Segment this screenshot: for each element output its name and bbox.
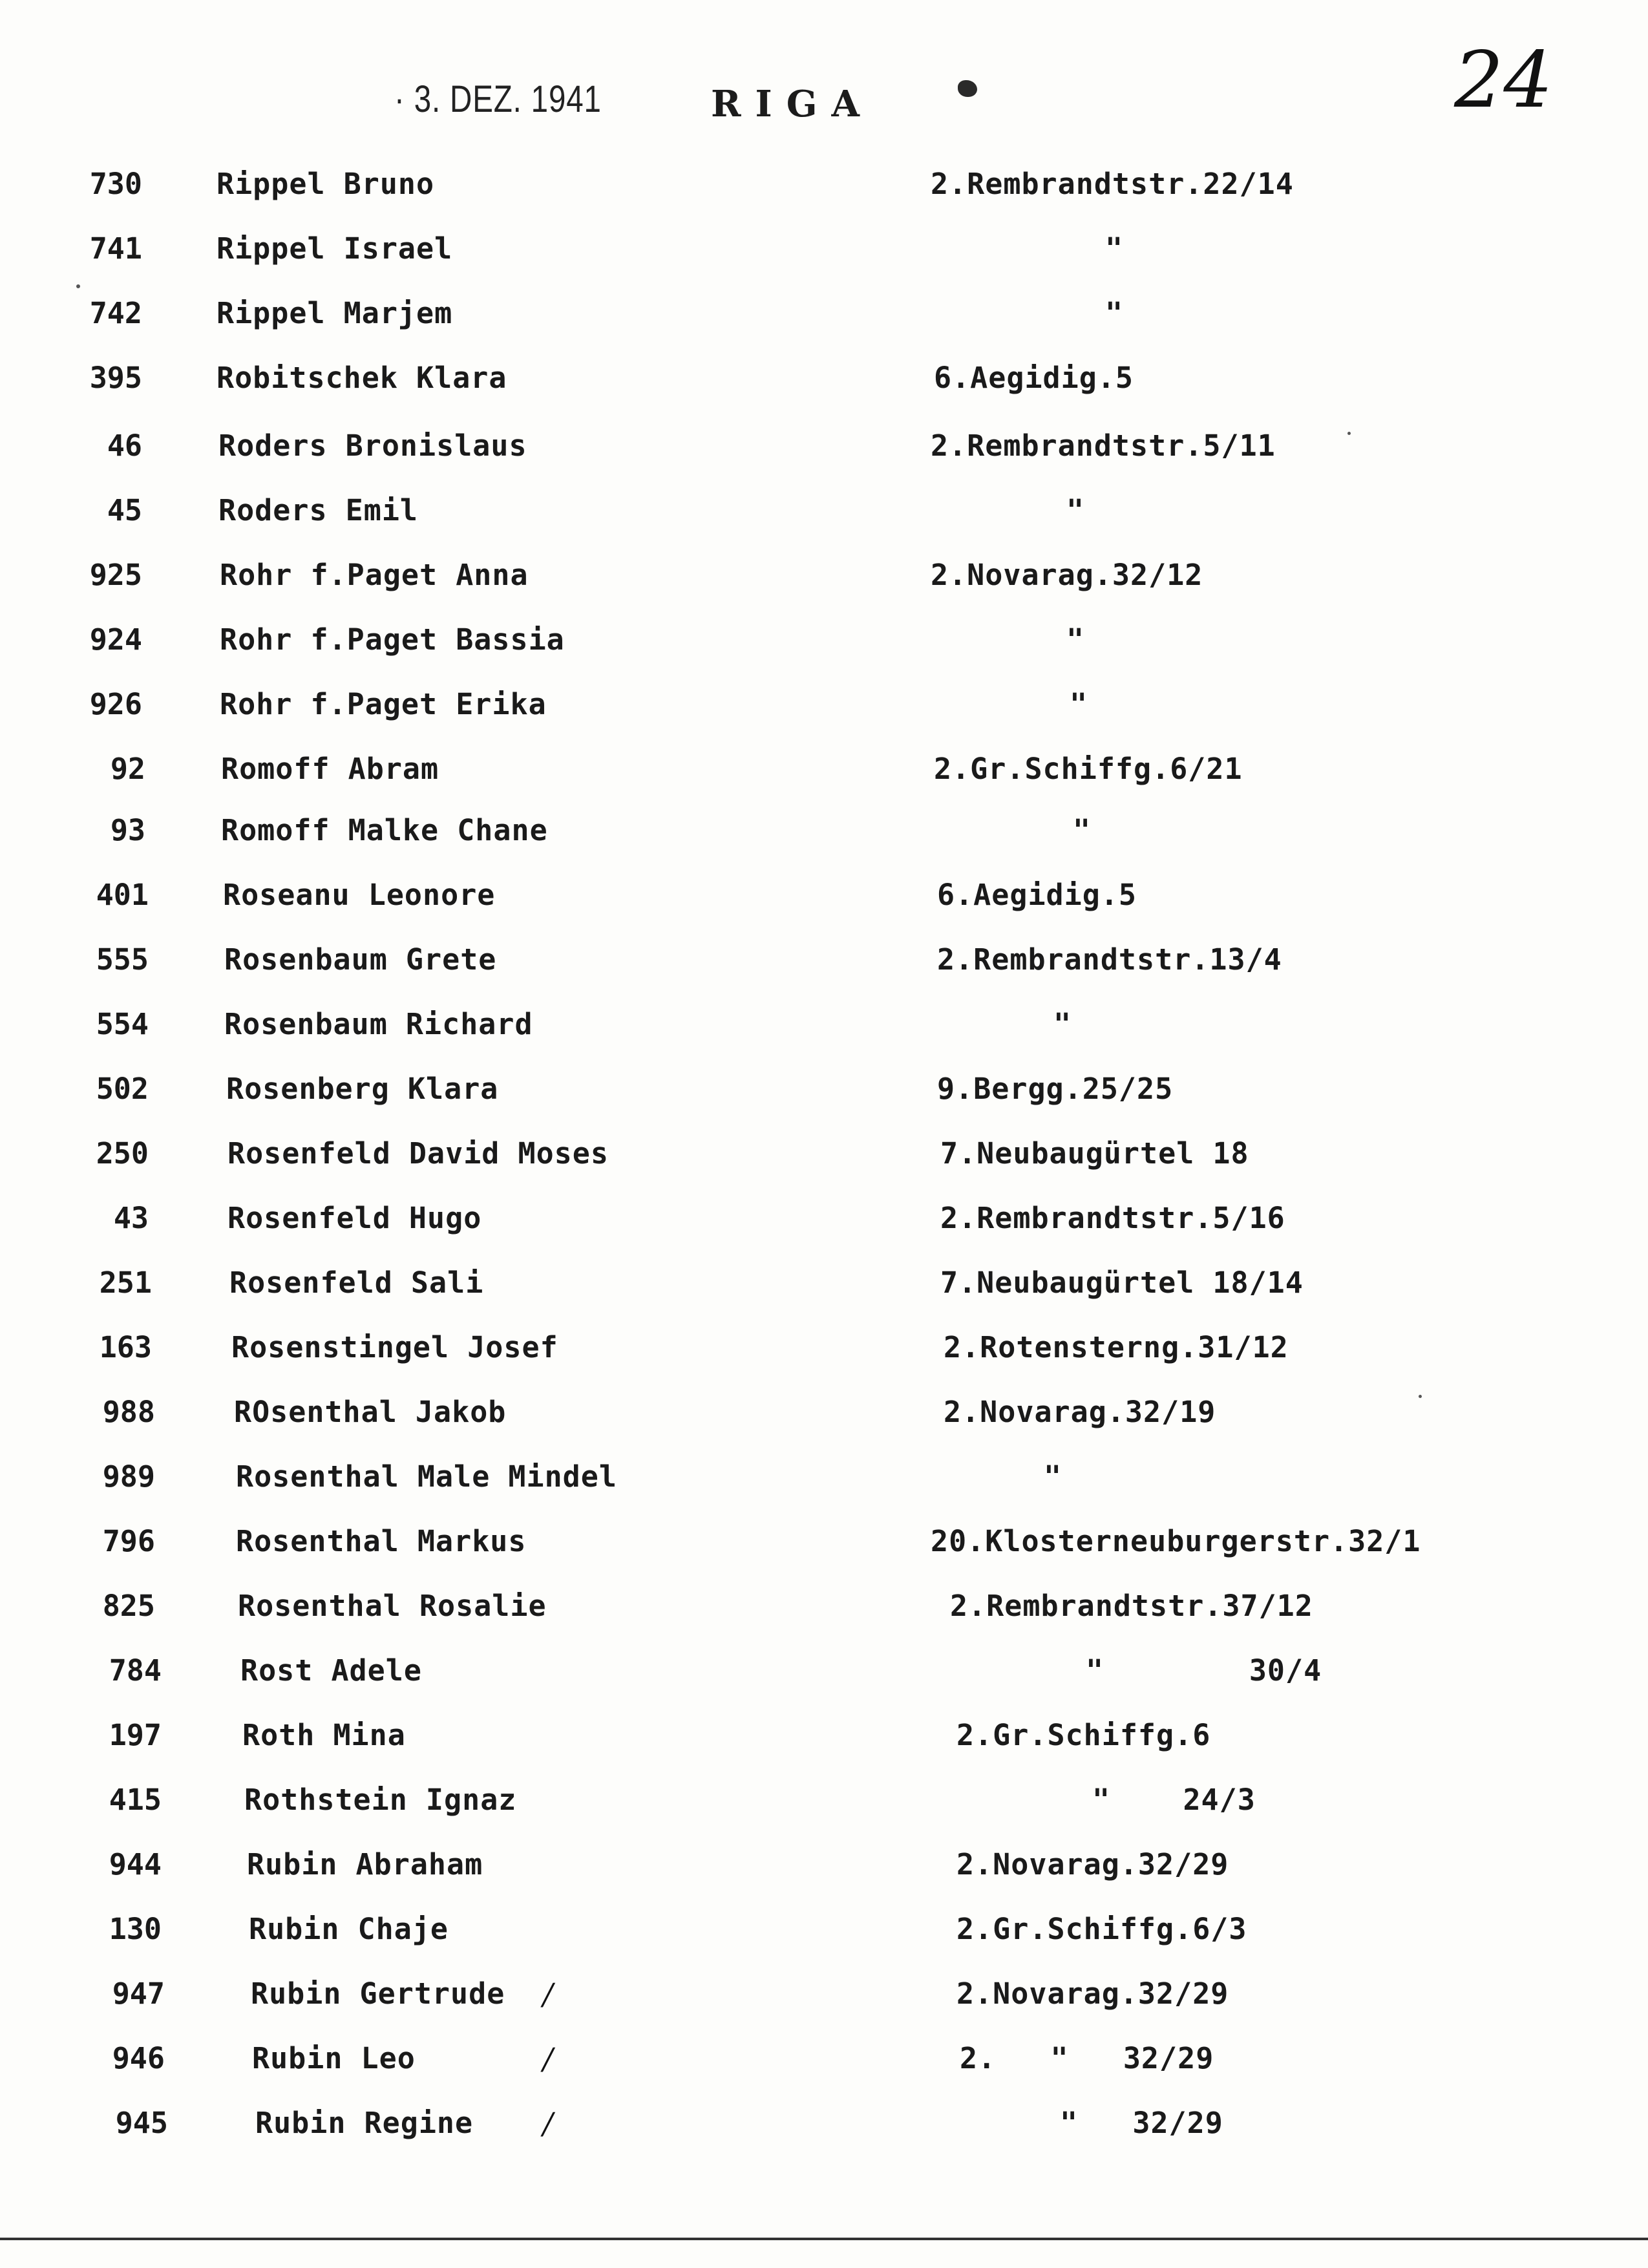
entry-number: 554	[96, 1007, 149, 1041]
list-item	[0, 491, 1648, 530]
list-item	[0, 1975, 1648, 2013]
entry-number: 130	[109, 1912, 162, 1946]
entry-name: Rost Adele	[240, 1653, 422, 1688]
list-item	[0, 1716, 1648, 1755]
list-item	[0, 940, 1648, 979]
entry-number: 825	[102, 1589, 155, 1623]
entry-name: Rosenthal Rosalie	[238, 1589, 547, 1623]
entry-number: 395	[89, 361, 142, 395]
entry-address: 20.Klosterneuburgerstr.32/1	[931, 1524, 1421, 1558]
entry-name: Rohr f.Paget Bassia	[220, 622, 565, 657]
entry-name: Romoff Abram	[221, 752, 439, 786]
paper-speck	[76, 284, 80, 288]
entry-number: 163	[99, 1330, 152, 1364]
entry-name: Rippel Israel	[217, 231, 453, 266]
entry-number: 742	[89, 296, 142, 330]
entry-address: 2. " 32/29	[960, 2041, 1214, 2075]
entry-address: "	[1073, 813, 1092, 847]
paper-speck	[1419, 1395, 1422, 1398]
entry-address: "	[1044, 1459, 1062, 1494]
city-heading: RIGA	[711, 83, 874, 125]
list-item	[0, 1651, 1648, 1690]
entry-number: 46	[107, 429, 142, 463]
entry-address: 2.Gr.Schiffg.6	[956, 1718, 1211, 1752]
entry-address: 9.Bergg.25/25	[937, 1072, 1174, 1106]
entry-address: 2.Gr.Schiffg.6/21	[934, 752, 1243, 786]
list-item	[0, 1910, 1648, 1949]
entry-name: Rohr f.Paget Anna	[220, 558, 529, 592]
entry-address: 2.Rembrandtstr.5/11	[931, 429, 1276, 463]
entry-address: 2.Gr.Schiffg.6/3	[956, 1912, 1247, 1946]
entry-number: 988	[102, 1395, 155, 1429]
list-item	[0, 811, 1648, 850]
entry-address: 2.Novarag.32/29	[956, 1977, 1229, 2011]
entry-name: ROsenthal Jakob	[234, 1395, 507, 1429]
entry-name: Rubin Chaje	[249, 1912, 449, 1946]
entry-address: 2.Rembrandtstr.22/14	[931, 167, 1294, 201]
entry-address: " 30/4	[1086, 1653, 1322, 1688]
list-item	[0, 1522, 1648, 1561]
entry-name: Rippel Marjem	[217, 296, 453, 330]
entry-number: 415	[109, 1783, 162, 1817]
entry-name: Rubin Gertrude	[251, 1977, 505, 2011]
entry-number: 43	[113, 1201, 149, 1235]
list-item	[0, 876, 1648, 915]
entry-name: Rosenthal Markus	[236, 1524, 527, 1558]
date-stamp: · 3. DEZ. 1941	[394, 78, 602, 120]
entry-name: Rosenfeld Hugo	[227, 1201, 482, 1235]
ink-blot	[958, 80, 977, 97]
list-item	[0, 1264, 1648, 1302]
list-item	[0, 1393, 1648, 1432]
list-item	[0, 556, 1648, 595]
entry-number: 502	[96, 1072, 149, 1106]
entry-name: Romoff Malke Chane	[221, 813, 548, 847]
entry-number: 924	[89, 622, 142, 657]
list-item	[0, 1199, 1648, 1238]
entry-number: 947	[112, 1977, 165, 2011]
list-item	[0, 2104, 1648, 2143]
entry-address: 7.Neubaugürtel 18	[940, 1136, 1249, 1171]
entry-number: 45	[107, 493, 142, 527]
list-item	[0, 229, 1648, 268]
page-bottom-rule	[0, 2238, 1648, 2240]
list-item	[0, 359, 1648, 397]
entry-number: 946	[112, 2041, 165, 2075]
list-item	[0, 165, 1648, 204]
entry-address: 2.Novarag.32/29	[956, 1847, 1229, 1881]
entry-address: " 24/3	[1092, 1783, 1256, 1817]
entry-name: Roders Emil	[218, 493, 419, 527]
entry-number: 93	[110, 813, 145, 847]
entry-address: 2.Rembrandtstr.13/4	[937, 942, 1282, 977]
entry-number: 92	[110, 752, 145, 786]
entry-name: Rubin Leo	[252, 2041, 416, 2075]
entry-number: 555	[96, 942, 149, 977]
list-item	[0, 1134, 1648, 1173]
check-mark: /	[543, 2106, 553, 2141]
entry-address: "	[1105, 296, 1124, 330]
entry-address: 7.Neubaugürtel 18/14	[940, 1266, 1304, 1300]
entry-number: 741	[89, 231, 142, 266]
list-item	[0, 1005, 1648, 1044]
entry-address: 6.Aegidig.5	[937, 878, 1137, 912]
entry-number: 944	[109, 1847, 162, 1881]
entry-number: 945	[115, 2106, 168, 2140]
entry-name: Rippel Bruno	[217, 167, 435, 201]
list-item	[0, 1587, 1648, 1626]
entry-name: Rosenfeld David Moses	[227, 1136, 609, 1171]
page-number: 24	[1454, 36, 1553, 125]
entry-name: Rosenberg Klara	[226, 1072, 499, 1106]
list-item	[0, 2039, 1648, 2078]
list-item	[0, 620, 1648, 659]
entry-number: 925	[89, 558, 142, 592]
entry-number: 784	[109, 1653, 162, 1688]
entry-address: "	[1066, 622, 1085, 657]
entry-address: "	[1066, 493, 1085, 527]
entry-address: 2.Rembrandtstr.37/12	[950, 1589, 1313, 1623]
check-mark: /	[543, 1977, 553, 2011]
list-item	[0, 294, 1648, 333]
entry-address: 2.Rotensterng.31/12	[944, 1330, 1289, 1364]
check-mark: /	[543, 2041, 553, 2076]
entry-address: " 32/29	[1060, 2106, 1223, 2140]
entry-number: 989	[102, 1459, 155, 1494]
entry-number: 401	[96, 878, 149, 912]
list-item	[0, 685, 1648, 724]
entry-number: 926	[89, 687, 142, 721]
list-item	[0, 1328, 1648, 1367]
entry-name: Roders Bronislaus	[218, 429, 527, 463]
paper-speck	[1347, 432, 1351, 435]
entry-name: Rubin Regine	[255, 2106, 474, 2140]
entry-address: "	[1053, 1007, 1072, 1041]
entry-name: Rosenbaum Richard	[224, 1007, 533, 1041]
entry-name: Rubin Abraham	[247, 1847, 483, 1881]
entry-number: 197	[109, 1718, 162, 1752]
entry-address: 2.Novarag.32/12	[931, 558, 1203, 592]
list-item	[0, 1781, 1648, 1819]
entry-number: 251	[99, 1266, 152, 1300]
entry-name: Rohr f.Paget Erika	[220, 687, 547, 721]
entry-number: 730	[89, 167, 142, 201]
entry-number: 250	[96, 1136, 149, 1171]
entry-name: Rosenbaum Grete	[224, 942, 497, 977]
entry-address: "	[1105, 231, 1124, 266]
entry-address: 2.Novarag.32/19	[944, 1395, 1216, 1429]
entry-name: Rosenstingel Josef	[231, 1330, 558, 1364]
list-item	[0, 750, 1648, 789]
list-item	[0, 1070, 1648, 1108]
list-item	[0, 1457, 1648, 1496]
entry-number: 796	[102, 1524, 155, 1558]
list-item	[0, 427, 1648, 465]
list-item	[0, 1845, 1648, 1884]
entry-address: 6.Aegidig.5	[934, 361, 1134, 395]
entry-name: Rosenfeld Sali	[229, 1266, 484, 1300]
entry-name: Robitschek Klara	[217, 361, 507, 395]
entry-address: "	[1070, 687, 1088, 721]
entry-name: Roth Mina	[242, 1718, 406, 1752]
entry-address: 2.Rembrandtstr.5/16	[940, 1201, 1285, 1235]
entry-name: Roseanu Leonore	[223, 878, 496, 912]
entry-name: Rothstein Ignaz	[244, 1783, 517, 1817]
entry-name: Rosenthal Male Mindel	[236, 1459, 617, 1494]
